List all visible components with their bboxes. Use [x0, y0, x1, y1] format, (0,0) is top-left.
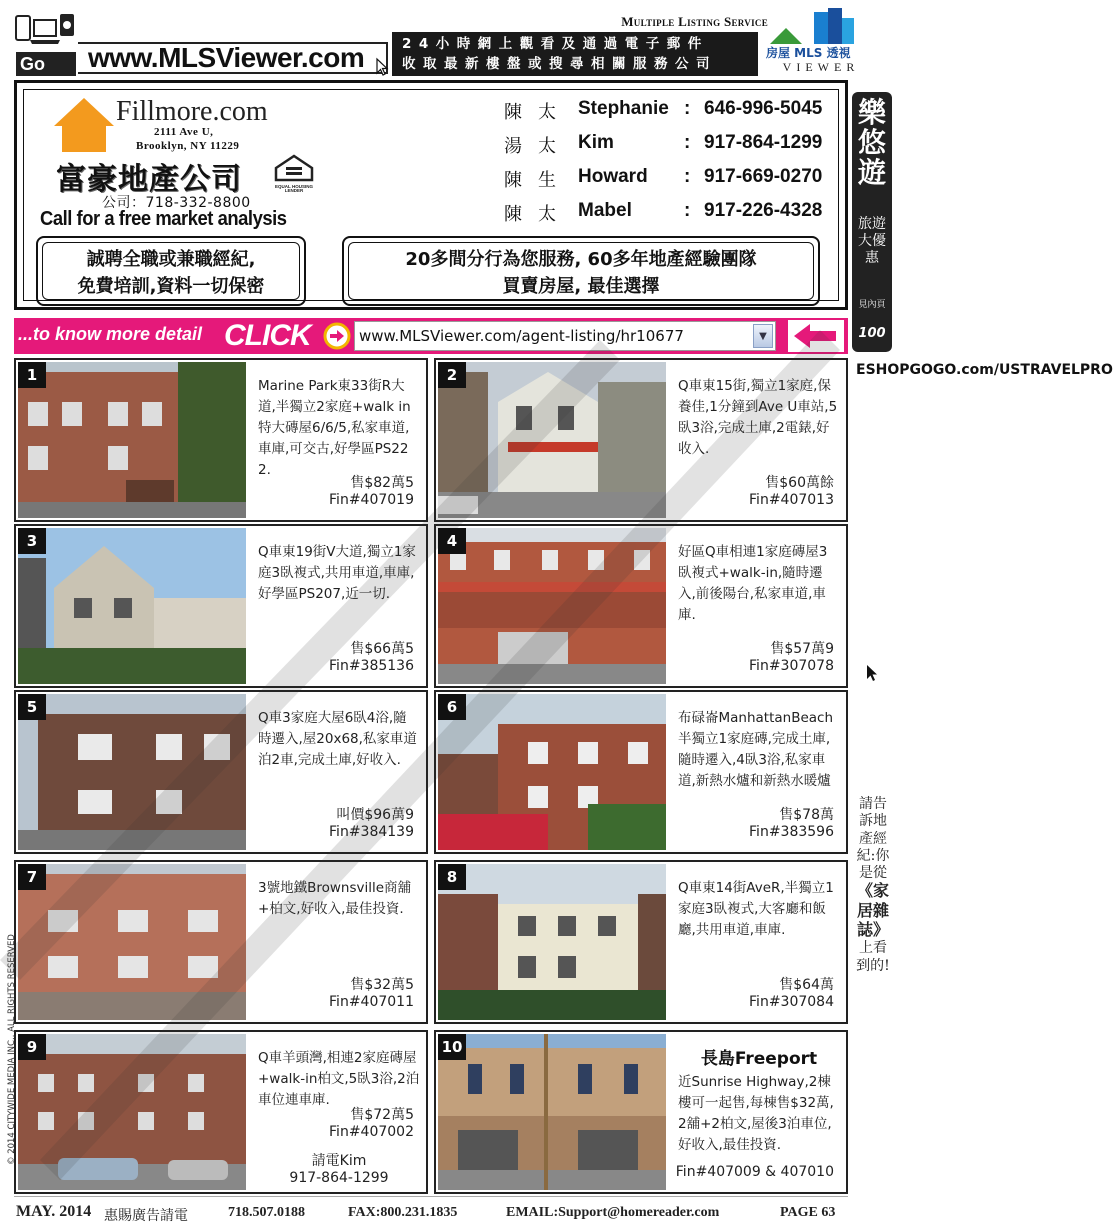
- listing-number: 9: [18, 1034, 46, 1060]
- listing-price: 售$72萬5: [350, 1107, 414, 1123]
- listing-card[interactable]: [434, 690, 848, 854]
- listing-fin: Fin#384139: [329, 824, 414, 840]
- listing-price: 售$60萬餘: [765, 475, 834, 491]
- listing-description: 近Sunrise Highway,2棟樓可一起售,每棟售$32萬,2舖+2柏文,屋後3泊車位,好收入,最佳投資.: [678, 1074, 834, 1153]
- cursor-icon: [866, 664, 880, 682]
- agent-colon: :: [684, 166, 691, 187]
- listing-fin: Fin#385136: [329, 658, 414, 674]
- devices-icon: [14, 10, 78, 50]
- listing-price: 售$82萬5: [350, 475, 414, 491]
- go-block[interactable]: [12, 8, 80, 76]
- listing-number: 8: [438, 864, 466, 890]
- listing-fin: Fin#407009 & 407010: [675, 1164, 834, 1180]
- agent-name: Howard: [578, 166, 648, 187]
- listing-description: 布碌崙ManhattanBeach半獨立1家庭磚,完成土庫,隨時遷入,4臥3浴,私家車道,新熱水爐和新熱水暖爐: [678, 710, 834, 789]
- listing-photo[interactable]: [18, 528, 246, 684]
- listing-photo[interactable]: [18, 1034, 246, 1190]
- listing-description: Q車3家庭大屋6臥4浴,隨時遷入,屋20x68,私家車道泊2車,完成土庫,好收入.: [258, 710, 417, 768]
- travel-note: 見內頁: [858, 300, 886, 310]
- travel-subtitle: 旅遊大優惠: [858, 216, 886, 266]
- listing-description: 好區Q車相連1家庭磚屋3臥複式+walk-in,隨時遷入,前後陽台,私家車道,車庫.: [678, 544, 828, 623]
- magazine-name: 《家居雜誌》: [856, 881, 889, 940]
- listing-description: 3號地鐵Brownsville商舖+柏文,好收入,最佳投資.: [258, 880, 412, 917]
- footer: [14, 1196, 848, 1226]
- copyright: © 2014 CITYWIDE MEDIA INC., ALL RIGHTS RESERVED: [7, 934, 17, 1165]
- listing-fin: Fin#383596: [749, 824, 834, 840]
- ask-agent-tail: 上看到的!: [856, 940, 890, 974]
- back-arrow-icon[interactable]: [788, 320, 844, 352]
- agent-name: Kim: [578, 132, 614, 153]
- listing-card[interactable]: [434, 860, 848, 1024]
- company-phone: 公司：718-332-8800: [102, 195, 251, 211]
- equal-housing-icon: [268, 152, 320, 192]
- listing-number: 1: [18, 362, 46, 388]
- service-promo: [342, 236, 820, 306]
- listing-photo[interactable]: [438, 1034, 666, 1190]
- listing-photo[interactable]: [438, 528, 666, 684]
- company-name-en: Fillmore.com: [116, 96, 268, 127]
- listing-contact-label: 請電Kim: [311, 1153, 367, 1169]
- slogan-line-1: 24小時網上觀看及通過電子郵件: [402, 36, 709, 52]
- listing-number: 6: [438, 694, 466, 720]
- listing-price: 售$66萬5: [350, 641, 414, 657]
- listing-card[interactable]: [14, 524, 428, 688]
- recruit-line-2: 免費培訓,資料一切保密: [77, 276, 265, 297]
- listing-photo[interactable]: [438, 694, 666, 850]
- agent-phone[interactable]: 917-226-4328: [704, 200, 823, 221]
- click-lead-text: ...to know more detail: [18, 324, 203, 344]
- listing-card[interactable]: [434, 358, 848, 522]
- listing-card[interactable]: [434, 524, 848, 688]
- listing-card[interactable]: [434, 1030, 848, 1194]
- issue-month: MAY. 2014: [16, 1203, 92, 1220]
- listing-card[interactable]: [14, 1030, 428, 1194]
- house-logo-icon: [52, 96, 116, 154]
- listing-number: 7: [18, 864, 46, 890]
- service-line-2: 買賣房屋, 最佳選擇: [502, 276, 660, 297]
- travel-page: 100: [858, 326, 886, 341]
- listing-photo[interactable]: [438, 362, 666, 518]
- slogan-box: [392, 32, 758, 76]
- agent-phone[interactable]: 646-996-5045: [704, 98, 823, 119]
- ask-agent-text: 請告訴地產經紀:你是從: [856, 796, 890, 882]
- recruit-promo-inner: [42, 242, 300, 300]
- listing-price: 售$78萬: [779, 807, 834, 823]
- listing-fin: Fin#307084: [749, 994, 834, 1010]
- agent-phone[interactable]: 917-864-1299: [704, 132, 823, 153]
- agent-phone[interactable]: 917-669-0270: [704, 166, 823, 187]
- agent-inner: [23, 89, 839, 301]
- listing-photo[interactable]: [18, 694, 246, 850]
- listing-description: Q車東15街,獨立1家庭,保養佳,1分鐘到Ave U車站,5臥3浴,完成土庫,2電錶,好收入.: [678, 378, 838, 457]
- svg-text:LENDER: LENDER: [284, 188, 304, 193]
- ask-agent-note: [856, 796, 890, 975]
- click-label[interactable]: CLICK: [224, 319, 311, 352]
- listing-number: 3: [18, 528, 46, 554]
- free-analysis-tagline: Call for a free market analysis: [40, 208, 287, 230]
- company-address-2: Brooklyn, NY 11229: [136, 140, 240, 152]
- slogan-line-2: 收取最新樓盤或搜尋相關服務公司: [402, 56, 717, 72]
- vertical-url[interactable]: ESHOPGOGO.com/USTRAVELPRO: [856, 362, 1113, 378]
- listing-number: 5: [18, 694, 46, 720]
- agent-name: Mabel: [578, 200, 632, 221]
- ad-label: 惠賜廣告請電: [104, 1208, 188, 1224]
- chevron-down-icon[interactable]: ▼: [753, 324, 773, 348]
- mls-logo-sub: VIEWER: [782, 60, 860, 74]
- company-address-1: 2111 Ave U,: [154, 126, 214, 138]
- service-promo-inner: [348, 242, 814, 300]
- listing-price: 售$57萬9: [770, 641, 834, 657]
- page-number: PAGE 63: [780, 1205, 836, 1220]
- listing-card[interactable]: [14, 358, 428, 522]
- recruit-line-1: 誠聘全職或兼職經紀,: [86, 249, 256, 270]
- agent-listing-url[interactable]: www.MLSViewer.com/agent-listing/hr10677: [359, 327, 684, 345]
- listing-price: 售$64萬: [779, 977, 834, 993]
- top-banner: [8, 6, 888, 78]
- agent-title: 陳太: [504, 204, 572, 225]
- listing-card[interactable]: [14, 860, 428, 1024]
- agent-title: 陳太: [504, 102, 572, 123]
- company-name-zh: 富豪地產公司: [56, 162, 242, 197]
- listing-price: 叫價$96萬9: [336, 807, 414, 823]
- arrow-right-icon[interactable]: [322, 322, 352, 350]
- listing-fin: Fin#407019: [329, 492, 414, 508]
- listing-photo[interactable]: [18, 864, 246, 1020]
- listing-heading: 長島Freeport: [700, 1049, 818, 1069]
- listing-number: 10: [438, 1034, 466, 1060]
- listing-description: Q車東19街V大道,獨立1家庭3臥複式,共用車道,車庫,好學區PS207,近一切.: [258, 544, 416, 602]
- agent-colon: :: [684, 200, 691, 221]
- ad-phone[interactable]: 718.507.0188: [228, 1205, 305, 1220]
- travel-logo: 樂悠遊: [857, 96, 886, 189]
- listing-description: Q車羊頭灣,相連2家庭磚屋+walk-in柏文,5臥3浴,2泊車位連車庫.: [258, 1050, 420, 1108]
- agent-listing-url-field[interactable]: [354, 321, 776, 351]
- listing-contact-phone[interactable]: 917-864-1299: [289, 1170, 389, 1186]
- service-line-1: 20多間分行為您服務, 60多年地產經驗團隊: [405, 249, 757, 270]
- listing-number: 2: [438, 362, 466, 388]
- agent-title: 湯太: [504, 136, 572, 157]
- listing-fin: Fin#407002: [329, 1124, 414, 1140]
- site-url-link[interactable]: www.MLSViewer.com: [78, 42, 388, 74]
- agent-box: [14, 80, 848, 310]
- listing-number: 4: [438, 528, 466, 554]
- agent-title: 陳生: [504, 170, 572, 191]
- mls-logo-zh: 房屋 MLS 透視: [766, 46, 851, 60]
- support-email[interactable]: EMAIL:Support@homereader.com: [506, 1205, 720, 1220]
- listing-description: Marine Park東33街R大道,半獨立2家庭+walk in特大磚屋6/6/5,私家車道,車庫,可交古,好學區PS222.: [258, 378, 411, 478]
- go-label[interactable]: Go: [16, 52, 76, 76]
- listing-fin: Fin#407013: [749, 492, 834, 508]
- listing-description: Q車東14街AveR,半獨立1家庭3臥複式,大客廳和飯廳,共用車道,車庫.: [678, 880, 834, 938]
- agent-colon: :: [684, 98, 691, 119]
- listing-price: 售$32萬5: [350, 977, 414, 993]
- recruit-promo: [36, 236, 306, 306]
- listing-fin: Fin#407011: [329, 994, 414, 1010]
- ad-fax: FAX:800.231.1835: [348, 1205, 458, 1220]
- mls-title: Multiple Listing Service: [621, 14, 768, 29]
- click-bar[interactable]: [14, 318, 848, 354]
- listing-photo[interactable]: [438, 864, 666, 1020]
- listing-card[interactable]: [14, 690, 428, 854]
- cursor-icon: [376, 58, 390, 76]
- agent-colon: :: [684, 132, 691, 153]
- listing-photo[interactable]: [18, 362, 246, 518]
- travel-promo[interactable]: [852, 92, 892, 352]
- agent-name: Stephanie: [578, 98, 669, 119]
- svg-text:EQUAL HOUSING: EQUAL HOUSING: [275, 184, 313, 189]
- listing-fin: Fin#307078: [749, 658, 834, 674]
